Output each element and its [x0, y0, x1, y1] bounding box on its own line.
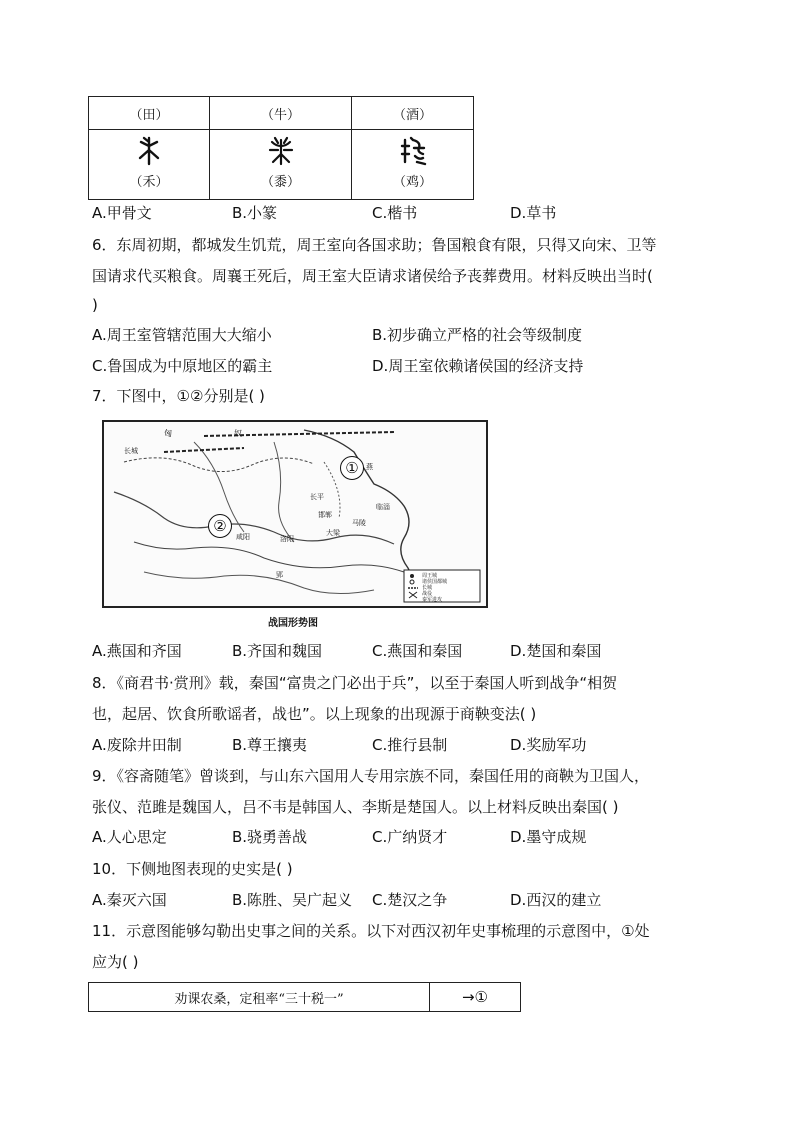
- q6-option-d[interactable]: D.周王室依赖诸侯国的经济支持: [372, 357, 584, 375]
- q8-option-d[interactable]: D.奖励军功: [510, 736, 587, 754]
- q11-flow-diagram: [88, 982, 521, 1012]
- legend-item: 长城: [422, 585, 433, 591]
- map-marker-2: ②: [208, 514, 232, 538]
- map-label: 大梁: [326, 529, 340, 537]
- legend-item: 秦军进攻: [422, 597, 443, 603]
- q7-option-c[interactable]: C.燕国和秦国: [372, 642, 463, 660]
- q5-option-d[interactable]: D.草书: [510, 204, 557, 222]
- map-label: 临淄: [376, 503, 390, 511]
- q10-option-a[interactable]: A.秦灭六国: [92, 891, 167, 909]
- q8-option-b[interactable]: B.尊王攘夷: [232, 736, 308, 754]
- q9-option-c[interactable]: C.广纳贤才: [372, 828, 448, 846]
- map-label: 长城: [124, 447, 138, 455]
- q6-text-line: 6．东周初期，都城发生饥荒，周王室向各国求助；鲁国粮食有限，只得又向宋、卫等: [92, 236, 657, 254]
- table-cell-top: （牛）: [260, 107, 300, 123]
- q10-option-d[interactable]: D.西汉的建立: [510, 891, 602, 909]
- q9-text-line: 9．《容斋随笔》曾谈到，与山东六国用人专用宗族不同，秦国任用的商鞅为卫国人，: [92, 767, 650, 785]
- q9-option-d[interactable]: D.墨守成规: [510, 828, 587, 846]
- legend-item: 周王城: [422, 573, 438, 579]
- q7-option-b[interactable]: B.齐国和魏国: [232, 642, 323, 660]
- q6-option-c[interactable]: C.鲁国成为中原地区的霸主: [92, 357, 273, 375]
- table-cell-top: （酒）: [392, 107, 432, 123]
- q10-option-b[interactable]: B.陈胜、吴广起义: [232, 891, 353, 909]
- table-divider: [89, 129, 473, 130]
- map-label: 长平: [310, 493, 324, 501]
- q9-text-line: 张仪、范雎是魏国人，吕不韦是韩国人、李斯是楚国人。以上材料反映出秦国( ): [92, 798, 619, 816]
- legend-item: 战役: [422, 591, 433, 597]
- q9-option-b[interactable]: B.骁勇善战: [232, 828, 308, 846]
- map-label: 郢: [276, 571, 283, 579]
- warring-states-map: [102, 420, 488, 608]
- q6-option-a[interactable]: A.周王室管辖范围大大缩小: [92, 326, 272, 344]
- table-cell-bottom: （禾）: [129, 174, 169, 190]
- q8-option-a[interactable]: A.废除井田制: [92, 736, 182, 754]
- flow-left-cell: 劝课农桑，定租率“三十税一”: [89, 983, 430, 1011]
- oracle-character-table: [88, 96, 474, 200]
- map-label: 洛阳: [280, 535, 294, 543]
- q8-text-line: 8．《商君书·赏刑》载，秦国“富贵之门必出于兵”，以至于秦国人听到战争“相贺: [92, 674, 618, 692]
- map-label: 匈: [164, 429, 172, 438]
- map-label: 邯郸: [318, 511, 332, 519]
- flow-right-cell: →①: [461, 988, 488, 1006]
- q6-text-line: 国请求代买粮食。周襄王死后，周王室大臣请求诸侯给予丧葬费用。材料反映出当时(: [92, 267, 653, 285]
- q10-option-c[interactable]: C.楚汉之争: [372, 891, 448, 909]
- map-label: 咸阳: [236, 533, 250, 541]
- q8-option-c[interactable]: C.推行县制: [372, 736, 448, 754]
- q5-option-a[interactable]: A.甲骨文: [92, 204, 152, 222]
- legend-item: 诸侯国都城: [422, 579, 448, 585]
- q5-option-c[interactable]: C.楷书: [372, 204, 418, 222]
- q7-option-d[interactable]: D.楚国和秦国: [510, 642, 602, 660]
- map-label: 燕: [366, 463, 373, 471]
- oracle-ji-glyph-icon: [352, 135, 473, 167]
- q8-text-line: 也，起居、饮食所歌谣者，战也”。以上现象的出现源于商鞅变法( ): [92, 705, 537, 723]
- q6-option-b[interactable]: B.初步确立严格的社会等级制度: [372, 326, 583, 344]
- map-marker-1: ①: [340, 456, 364, 480]
- q5-option-b[interactable]: B.小篆: [232, 204, 278, 222]
- map-label: 马陵: [352, 519, 366, 527]
- q7-question: 7．下图中，①②分别是( ): [92, 387, 265, 405]
- q6-text-line: ): [92, 296, 98, 314]
- q11-text-line: 应为( ): [92, 953, 139, 971]
- table-cell-bottom: （黍）: [260, 174, 300, 190]
- q7-option-a[interactable]: A.燕国和齐国: [92, 642, 182, 660]
- q10-question: 10．下侧地图表现的史实是( ): [92, 860, 293, 878]
- q9-option-a[interactable]: A.人心思定: [92, 828, 167, 846]
- oracle-shu-glyph-icon: [210, 135, 351, 167]
- map-caption: 战国形势图: [268, 618, 318, 629]
- table-cell-top: （田）: [129, 107, 169, 123]
- table-cell-bottom: （鸡）: [392, 174, 432, 190]
- map-label: 奴: [234, 429, 242, 438]
- q11-text-line: 11．示意图能够勾勒出史事之间的关系。以下对西汉初年史事梳理的示意图中，①处: [92, 922, 650, 940]
- oracle-he-glyph-icon: [89, 135, 209, 167]
